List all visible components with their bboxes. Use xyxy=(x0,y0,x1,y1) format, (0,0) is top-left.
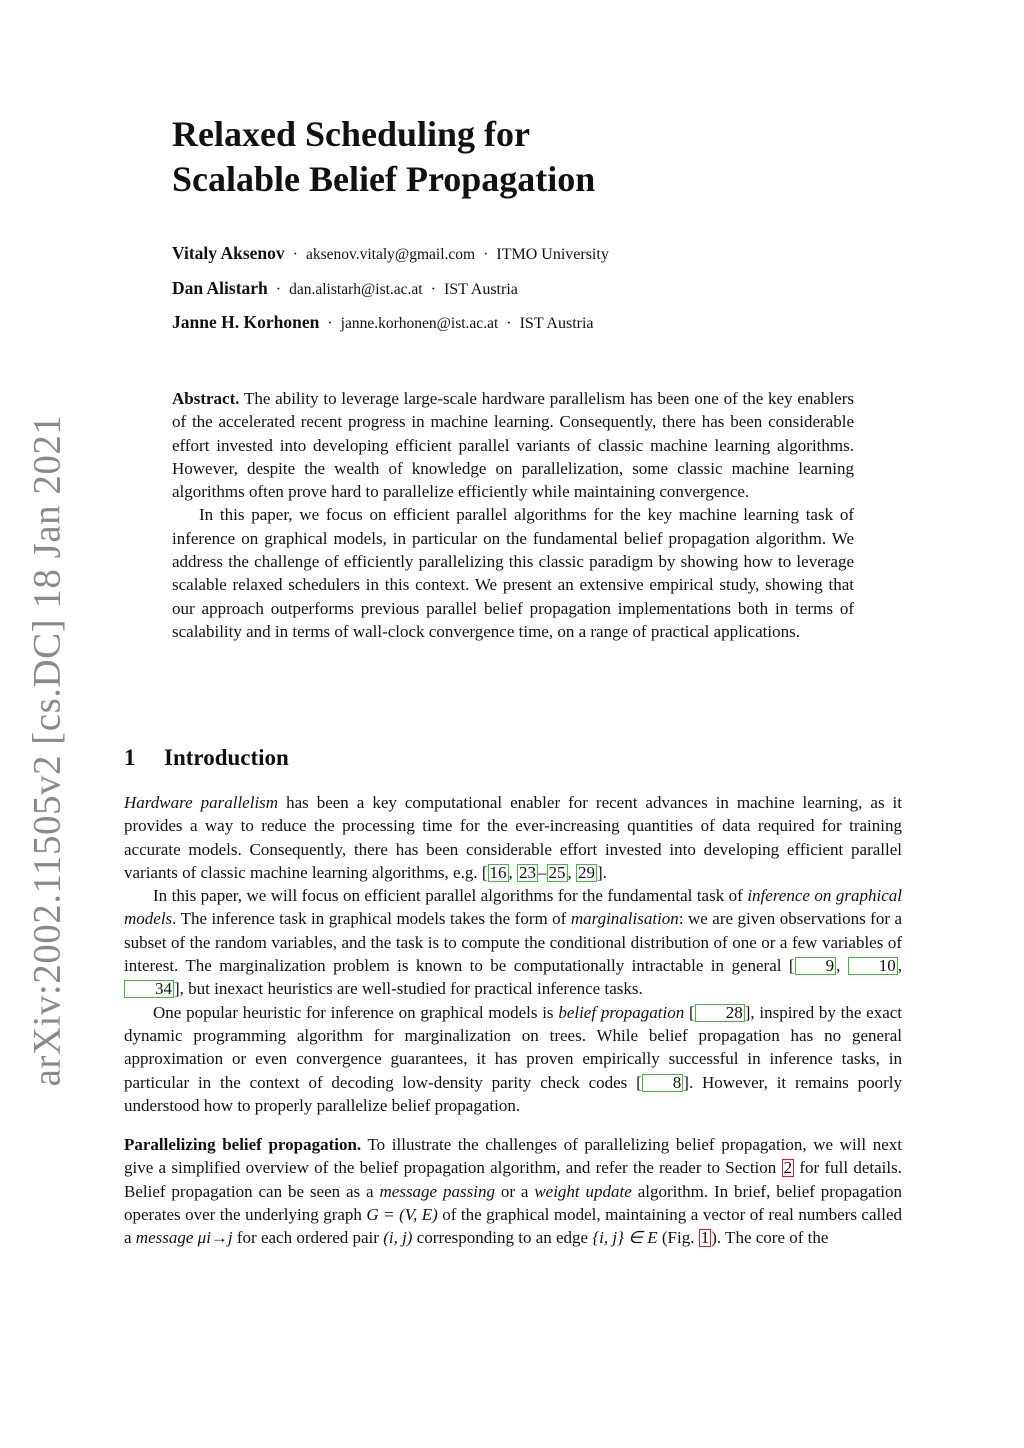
arxiv-sidebar xyxy=(12,414,82,1086)
text-fragment: for full details. Belief propagation can be seen as a xyxy=(124,1158,902,1201)
separator: · xyxy=(327,315,333,332)
paragraph-text: ], inspired by the exact dynamic programming algorithm for marginalization on trees. While belief propagation has no general approximation or even convergence guarantees, it has proven empirically successful in inference tasks, in particular in the context of decoding low-density parity check codes [ xyxy=(124,1002,903,1092)
intro-paragraph-1 xyxy=(124,791,902,884)
citation-link[interactable]: 8 xyxy=(642,1074,684,1092)
abstract xyxy=(172,387,854,643)
paragraph-text: : we are given observations for a subset of the random variables, and the task is to compute the conditional distribution of one or a few variables of interest. The marginalization problem is known to be computationally intractable in general [ xyxy=(124,909,902,976)
text-fragment: , xyxy=(897,956,903,976)
paper-title xyxy=(172,112,872,202)
introduction-body xyxy=(124,791,902,1250)
text-fragment: , xyxy=(508,862,517,882)
text-fragment: . The inference task in graphical models takes the form of xyxy=(172,909,571,929)
runin-heading: Parallelizing belief propagation. xyxy=(124,1135,362,1155)
abstract-label: Abstract. xyxy=(172,389,240,408)
text-fragment: , xyxy=(836,956,848,976)
author-email[interactable]: dan.alistarh@ist.ac.at xyxy=(289,280,423,298)
citation-link[interactable]: 25 xyxy=(548,862,566,882)
text-fragment: (Fig. xyxy=(657,1228,699,1248)
separator: · xyxy=(292,246,298,263)
text-fragment: ]. xyxy=(597,862,607,882)
text-fragment: ], but inexact heuristics are well-studied for practical inference tasks. xyxy=(174,979,643,999)
math-expression: μi→j xyxy=(197,1228,233,1248)
citation-link[interactable]: 28 xyxy=(695,1004,745,1022)
section-title: Introduction xyxy=(164,745,289,770)
intro-paragraph-3 xyxy=(124,1001,902,1117)
separator: · xyxy=(483,246,489,263)
paragraph-text: To illustrate the challenges of parallelizing belief propagation, we will next give a simplified overview of the belief propagation algorithm, and refer the reader to Section xyxy=(124,1135,902,1178)
emphasis: belief propagation xyxy=(558,1002,685,1022)
separator: · xyxy=(430,280,436,298)
author-affiliation: IST Austria xyxy=(443,280,518,298)
citation-link[interactable]: 23 xyxy=(519,862,536,882)
paragraph-text: has been a key computational enabler for recent advances in machine learning, as it provides a way to reduce the processing time for the ever-increasing quantities of data required for training accurate models. Consequently, there has been considerable effort invested into developing efficient parallel variants of classic machine learning algorithms, e.g. [ xyxy=(124,793,903,882)
author-list xyxy=(172,237,892,341)
figure-reference-link[interactable]: 1 xyxy=(700,1228,710,1248)
emphasis: message passing xyxy=(379,1181,495,1201)
intro-paragraph-4 xyxy=(124,1133,902,1249)
author-affiliation: IST Austria xyxy=(519,315,594,332)
text-fragment: for each ordered pair xyxy=(232,1228,384,1248)
emphasis: message xyxy=(135,1228,194,1248)
paragraph-text: of the graphical model, maintaining a vector of real numbers called a xyxy=(124,1205,902,1248)
text-fragment: or a xyxy=(494,1181,535,1201)
author-name: Vitaly Aksenov xyxy=(172,243,285,263)
author-affiliation: ITMO University xyxy=(496,246,609,263)
author-entry xyxy=(172,272,892,307)
text-fragment: [ xyxy=(684,1002,695,1022)
title-line-1: Relaxed Scheduling for xyxy=(172,114,531,154)
section-reference-link[interactable]: 2 xyxy=(783,1158,793,1178)
math-expression: (i, j) xyxy=(383,1228,413,1248)
author-name: Janne H. Korhonen xyxy=(172,312,320,332)
separator: · xyxy=(275,280,282,298)
arxiv-identifier: arXiv:2002.11505v2 [cs.DC] 18 Jan 2021 xyxy=(25,414,69,1086)
text-fragment: – xyxy=(538,862,547,882)
author-email[interactable]: aksenov.vitaly@gmail.com xyxy=(305,246,476,263)
emphasis: inference on graphical models xyxy=(124,886,902,929)
author-entry xyxy=(172,237,892,272)
paragraph-text: In this paper, we will focus on efficient parallel algorithms for the fundamental task of xyxy=(153,886,748,906)
section-heading-introduction xyxy=(124,743,524,773)
author-entry xyxy=(172,306,892,341)
author-name: Dan Alistarh xyxy=(172,277,268,298)
citation-link[interactable]: 9 xyxy=(795,957,837,975)
citation-link[interactable]: 29 xyxy=(578,862,595,882)
paragraph-text: algorithm. In brief, belief propagation operates over the underlying graph xyxy=(124,1181,903,1225)
abstract-text: The ability to leverage large-scale hardware parallelism has been one of the key enablers of the accelerated recent progress in machine learning. Consequently, there has been considerable effort invested into developing efficient parallel variants of classic machine learning algorithms. However, despite the wealth of knowledge on parallelization, some classic machine learning algorithms often prove hard to parallelize efficiently while maintaining convergence. xyxy=(172,389,854,502)
citation-link[interactable]: 34 xyxy=(124,980,174,998)
text-fragment: ). The core of the xyxy=(711,1228,829,1248)
separator: · xyxy=(506,315,512,332)
emphasis: weight update xyxy=(534,1181,632,1201)
text-fragment: ]. However, it remains poorly understood how to properly parallelize belief propagation. xyxy=(124,1072,902,1115)
title-line-2: Scalable Belief Propagation xyxy=(172,159,596,199)
citation-link[interactable]: 10 xyxy=(848,957,898,975)
abstract-paragraph-1 xyxy=(172,387,854,503)
abstract-paragraph-2: In this paper, we focus on efficient parallel algorithms for the key machine learning task of inference on graphical models, in particular on the fundamental belief propagation algorithm. We address the challenge of efficiently parallelizing this classic paradigm by showing how to leverage scalable relaxed schedulers in this context. We present an extensive empirical study, showing that our approach outperforms previous parallel belief propagation implementations both in terms of scalability and in terms of wall-clock convergence time, on a range of practical applications. xyxy=(172,505,854,641)
author-email[interactable]: janne.korhonen@ist.ac.at xyxy=(340,315,499,332)
text-fragment: , xyxy=(567,862,576,882)
citation-link[interactable]: 16 xyxy=(489,862,507,882)
text-fragment: corresponding to an edge xyxy=(412,1228,593,1248)
math-expression: G = (V, E) xyxy=(366,1205,438,1225)
emphasis: Hardware parallelism xyxy=(124,793,279,812)
emphasis: marginalisation xyxy=(570,909,679,929)
math-expression: {i, j} ∈ E xyxy=(592,1228,658,1248)
section-number: 1 xyxy=(124,745,136,770)
intro-paragraph-2 xyxy=(124,884,902,1000)
paragraph-text: One popular heuristic for inference on graphical models is xyxy=(153,1002,559,1022)
